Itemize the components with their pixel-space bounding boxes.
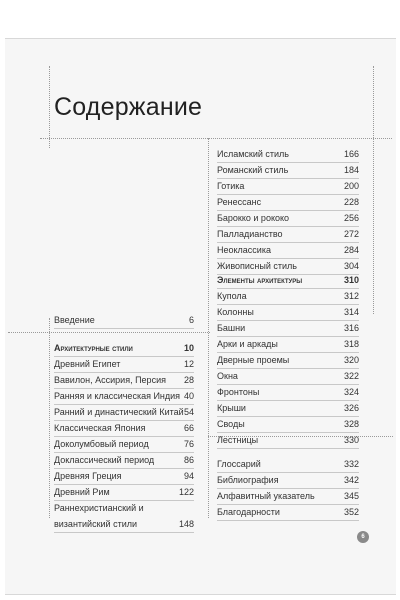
guide-line-left-top xyxy=(49,66,50,148)
toc-entry-page: 94 xyxy=(183,471,194,481)
toc-entry-title: Живописный стиль xyxy=(217,261,297,271)
toc-entry-page: 148 xyxy=(178,519,194,529)
guide-line-under-title xyxy=(40,138,392,139)
toc-entry-title: Доклассический период xyxy=(54,455,155,465)
toc-entry-title: Барокко и рококо xyxy=(217,213,290,223)
toc-entry-page: 10 xyxy=(183,343,194,353)
toc-entry-page: 184 xyxy=(343,165,359,175)
toc-entry-title: Доколумбовый период xyxy=(54,439,149,449)
toc-entry-page: 28 xyxy=(183,375,194,385)
toc-entry-title: Исламский стиль xyxy=(217,149,289,159)
toc-entry-page: 345 xyxy=(343,491,359,501)
page-bottom-edge xyxy=(5,594,396,595)
guide-line-center xyxy=(208,138,209,518)
toc-entry xyxy=(217,352,359,369)
toc-entry-title: Архитектурные стили xyxy=(54,343,133,353)
toc-entry-title: Неоклассика xyxy=(217,245,271,255)
toc-entry xyxy=(54,420,194,437)
toc-entry-title: Глоссарий xyxy=(217,459,261,469)
toc-entry xyxy=(217,304,359,321)
toc-entry xyxy=(54,468,194,485)
toc-entry-page: 66 xyxy=(183,423,194,433)
toc-entry xyxy=(217,504,359,521)
toc-entry-page: 86 xyxy=(183,455,194,465)
toc-entry xyxy=(217,432,359,449)
page-top-edge xyxy=(5,38,396,39)
toc-entry-title: Древняя Греция xyxy=(54,471,122,481)
toc-entry-title: Окна xyxy=(217,371,238,381)
toc-entry-title: Элементы архитектуры xyxy=(217,275,303,285)
page-number-badge: 6 xyxy=(357,531,369,543)
toc-entry-title: Древний Рим xyxy=(54,487,110,497)
toc-entry xyxy=(217,272,359,289)
toc-entry-page: 228 xyxy=(343,197,359,207)
toc-entry-page: 272 xyxy=(343,229,359,239)
toc-entry-title: Классическая Япония xyxy=(54,423,146,433)
toc-entry xyxy=(217,416,359,433)
toc-entry-page: 322 xyxy=(343,371,359,381)
toc-entry-page: 316 xyxy=(343,323,359,333)
toc-entry-page: 40 xyxy=(183,391,194,401)
toc-entry-title: Купола xyxy=(217,291,247,301)
toc-entry-page: 166 xyxy=(343,149,359,159)
toc-entry-title: Благодарности xyxy=(217,507,280,517)
toc-entry-page: 310 xyxy=(343,275,359,285)
toc-entry xyxy=(54,340,194,357)
toc-entry-page: 76 xyxy=(183,439,194,449)
toc-entry-title: Крыши xyxy=(217,403,246,413)
toc-entry xyxy=(217,320,359,337)
toc-entry-page: 256 xyxy=(343,213,359,223)
toc-entry-title: Башни xyxy=(217,323,246,333)
toc-entry-title: Арки и аркады xyxy=(217,339,278,349)
toc-entry xyxy=(217,162,359,179)
toc-entry-title: Древний Египет xyxy=(54,359,121,369)
toc-entry-title: Палладианство xyxy=(217,229,283,239)
toc-entry-page: 122 xyxy=(178,487,194,497)
toc-entry xyxy=(54,312,194,329)
toc-entry xyxy=(217,336,359,353)
toc-entry-title: Введение xyxy=(54,315,95,325)
toc-entry-title: Библиография xyxy=(217,475,279,485)
toc-entry-title: Ранний и династический Китай xyxy=(54,407,184,417)
toc-entry xyxy=(54,404,194,421)
toc-entry xyxy=(54,500,194,533)
toc-entry xyxy=(217,368,359,385)
guide-line-right xyxy=(373,66,374,314)
toc-entry-page: 320 xyxy=(343,355,359,365)
guide-line-left-bottom xyxy=(49,318,50,518)
toc-entry xyxy=(54,372,194,389)
toc-entry xyxy=(54,436,194,453)
toc-entry-title: Вавилон, Ассирия, Персия xyxy=(54,375,166,385)
guide-line-mid-left xyxy=(8,332,210,333)
toc-entry-page: 314 xyxy=(343,307,359,317)
toc-entry xyxy=(217,288,359,305)
toc-entry-title: Готика xyxy=(217,181,245,191)
toc-entry xyxy=(217,384,359,401)
toc-entry-page: 318 xyxy=(343,339,359,349)
toc-entry-page: 324 xyxy=(343,387,359,397)
toc-entry-title: Ранняя и классическая Индия xyxy=(54,391,181,401)
toc-entry-title: Алфавитный указатель xyxy=(217,491,315,501)
toc-entry xyxy=(217,146,359,163)
toc-entry-page: 284 xyxy=(343,245,359,255)
toc-entry-page: 332 xyxy=(343,459,359,469)
toc-entry-page: 328 xyxy=(343,419,359,429)
toc-entry-page: 342 xyxy=(343,475,359,485)
toc-entry-page: 330 xyxy=(343,435,359,445)
toc-entry-title: Колонны xyxy=(217,307,254,317)
toc-entry xyxy=(54,356,194,373)
toc-entry-page: 12 xyxy=(183,359,194,369)
toc-entry xyxy=(217,194,359,211)
toc-entry-title: Романский стиль xyxy=(217,165,289,175)
toc-entry xyxy=(217,226,359,243)
toc-entry-page: 326 xyxy=(343,403,359,413)
toc-entry-title: Ренессанс xyxy=(217,197,262,207)
toc-entry-title: Раннехристианский и византийский стили xyxy=(54,503,144,529)
toc-entry xyxy=(217,210,359,227)
toc-entry xyxy=(54,388,194,405)
toc-entry-title: Лестницы xyxy=(217,435,259,445)
toc-entry xyxy=(54,484,194,501)
toc-entry-page: 352 xyxy=(343,507,359,517)
toc-entry xyxy=(217,242,359,259)
toc-entry-page: 200 xyxy=(343,181,359,191)
toc-entry xyxy=(217,178,359,195)
page-title: Содержание xyxy=(54,93,203,121)
toc-entry-title: Своды xyxy=(217,419,245,429)
toc-entry-page: 304 xyxy=(343,261,359,271)
toc-entry xyxy=(217,400,359,417)
toc-entry-page: 312 xyxy=(343,291,359,301)
toc-entry xyxy=(217,488,359,505)
toc-entry-title: Фронтоны xyxy=(217,387,260,397)
toc-entry-title: Дверные проемы xyxy=(217,355,290,365)
toc-entry xyxy=(217,456,359,473)
toc-entry xyxy=(54,452,194,469)
toc-entry-page: 54 xyxy=(183,407,194,417)
toc-entry xyxy=(217,472,359,489)
toc-entry-page: 6 xyxy=(188,315,194,325)
